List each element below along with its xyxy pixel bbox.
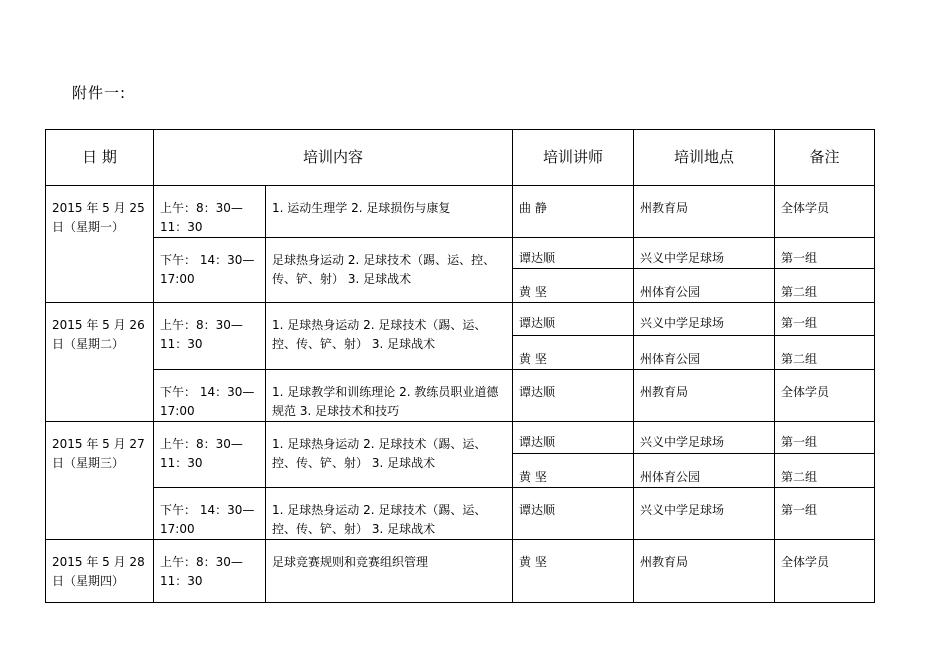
lecturer-cell: 谭达顺	[513, 422, 634, 454]
date-cell: 2015 年 5 月 26 日（星期二）	[46, 303, 154, 422]
date-cell: 2015 年 5 月 25 日（星期一）	[46, 186, 154, 303]
location-cell: 兴义中学足球场	[634, 303, 775, 336]
location-cell: 兴义中学足球场	[634, 488, 775, 540]
note-cell: 第一组	[775, 422, 875, 454]
table-row	[46, 370, 875, 422]
page-title: 附件一:	[72, 84, 127, 102]
location-cell: 州体育公园	[634, 454, 775, 488]
time-cell: 上午：8：30— 11：30	[154, 540, 266, 603]
location-cell: 兴义中学足球场	[634, 238, 775, 269]
date-cell: 2015 年 5 月 28 日（星期四）	[46, 540, 154, 603]
location-cell: 州体育公园	[634, 269, 775, 303]
lecturer-cell: 谭达顺	[513, 370, 634, 422]
content-cell: 1. 足球热身运动 2. 足球技术（踢、运、控、传、铲、射） 3. 足球战术	[266, 488, 513, 540]
lecturer-cell: 谭达顺	[513, 488, 634, 540]
location-cell: 州教育局	[634, 540, 775, 603]
location-cell: 兴义中学足球场	[634, 422, 775, 454]
note-cell: 第二组	[775, 336, 875, 370]
note-cell: 全体学员	[775, 186, 875, 238]
content-cell: 1. 足球教学和训练理论 2. 教练员职业道德规范 3. 足球技术和技巧	[266, 370, 513, 422]
lecturer-cell: 黄 坚	[513, 540, 634, 603]
note-cell: 第二组	[775, 269, 875, 303]
lecturer-cell: 黄 坚	[513, 269, 634, 303]
location-cell: 州教育局	[634, 370, 775, 422]
header-date: 日 期	[46, 130, 154, 186]
time-cell: 上午：8：30— 11：30	[154, 303, 266, 370]
content-cell: 1. 足球热身运动 2. 足球技术（踢、运、控、传、铲、射） 3. 足球战术	[266, 422, 513, 488]
time-cell: 下午： 14：30— 17:00	[154, 370, 266, 422]
location-cell: 州体育公园	[634, 336, 775, 370]
note-cell: 第一组	[775, 238, 875, 269]
time-cell: 上午：8：30— 11：30	[154, 422, 266, 488]
note-cell: 全体学员	[775, 370, 875, 422]
content-cell: 足球竞赛规则和竞赛组织管理	[266, 540, 513, 603]
time-cell: 下午： 14：30— 17:00	[154, 488, 266, 540]
content-cell: 足球热身运动 2. 足球技术（踢、运、控、传、铲、射） 3. 足球战术	[266, 238, 513, 303]
note-cell: 第一组	[775, 303, 875, 336]
lecturer-cell: 谭达顺	[513, 238, 634, 269]
lecturer-cell: 曲 静	[513, 186, 634, 238]
time-cell: 下午： 14：30— 17:00	[154, 238, 266, 303]
table-row	[46, 238, 875, 269]
content-cell: 1. 运动生理学 2. 足球损伤与康复	[266, 186, 513, 238]
lecturer-cell: 谭达顺	[513, 303, 634, 336]
content-cell: 1. 足球热身运动 2. 足球技术（踢、运、控、传、铲、射） 3. 足球战术	[266, 303, 513, 370]
table-row	[46, 488, 875, 540]
header-note: 备注	[775, 130, 875, 186]
table-row	[46, 540, 875, 603]
time-cell: 上午：8：30— 11：30	[154, 186, 266, 238]
header-row	[46, 130, 875, 186]
header-lecturer: 培训讲师	[513, 130, 634, 186]
table-row	[46, 186, 875, 238]
lecturer-cell: 黄 坚	[513, 454, 634, 488]
table-row	[46, 303, 875, 336]
header-location: 培训地点	[634, 130, 775, 186]
training-schedule-table	[45, 129, 875, 603]
lecturer-cell: 黄 坚	[513, 336, 634, 370]
location-cell: 州教育局	[634, 186, 775, 238]
note-cell: 全体学员	[775, 540, 875, 603]
table-row	[46, 422, 875, 454]
date-cell: 2015 年 5 月 27 日（星期三）	[46, 422, 154, 540]
header-content: 培训内容	[154, 130, 513, 186]
note-cell: 第二组	[775, 454, 875, 488]
note-cell: 第一组	[775, 488, 875, 540]
